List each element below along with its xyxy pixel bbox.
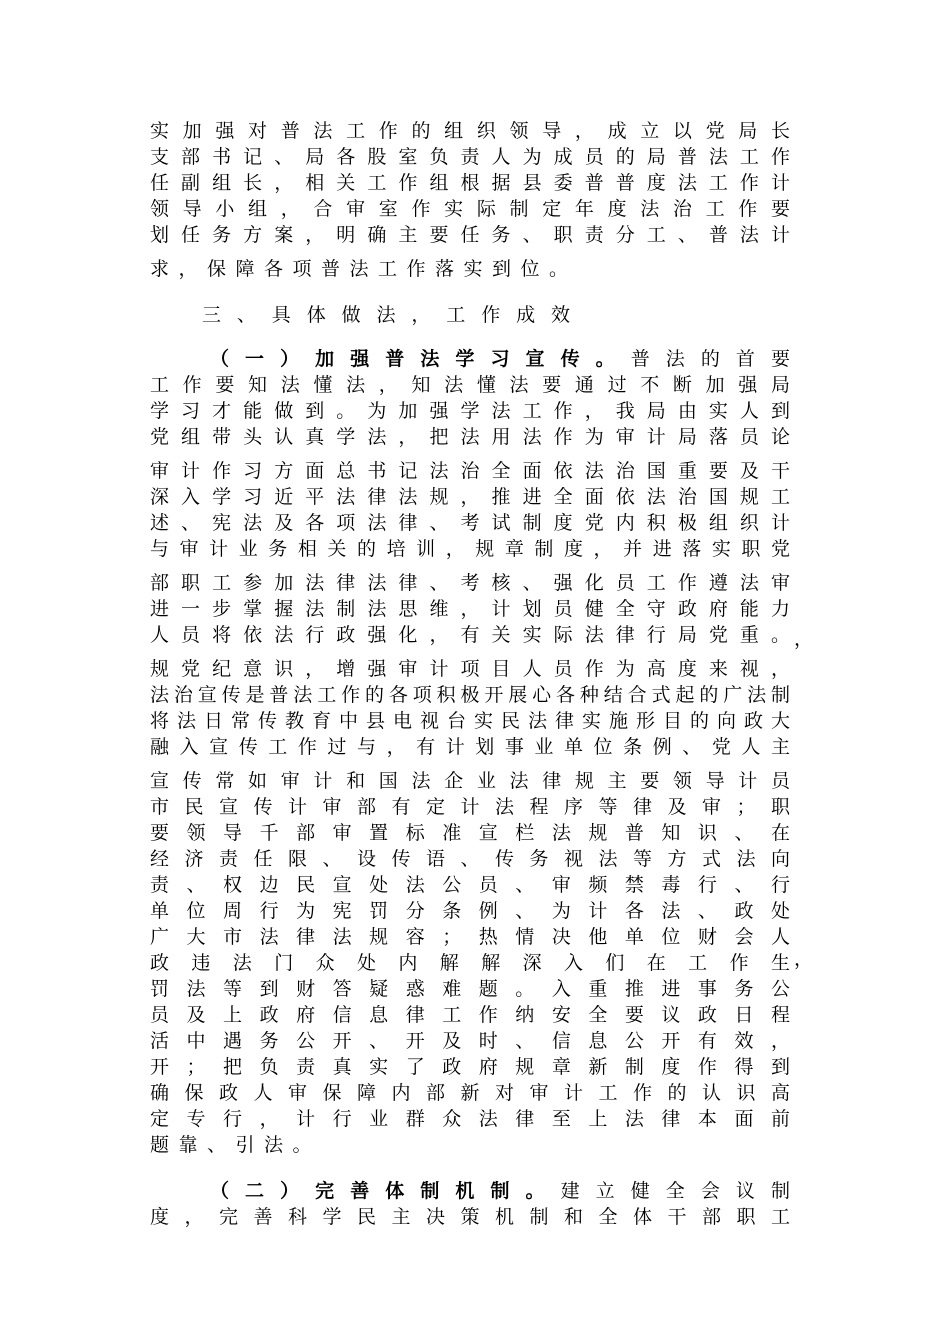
text-line: 市民宣传计审部有定计法程序等律及审；职 [150,796,790,818]
text-line: 人员将依法行政强化，有关实际法律行局党重。 [150,624,790,646]
subsection-1-title: （一）加强普法学习宣传。 [210,348,631,370]
text-line: 活中遇务公开、开及时、信息公开有效， [150,1030,790,1052]
text-line: 融入宣传工作过与，有计划事业单位条例、党人主 [150,736,790,758]
text-line: 深入学习近平法律法规，推进全面依法治国规工 [150,486,790,508]
text-line: 审计作习方面总书记法治全面依法治国重要及干 [150,460,790,482]
subsection-2-lead: 建立健全会议制 [560,1180,790,1202]
text-line: 求，保障各项普法工作落实到位。 [150,258,578,280]
text-line: 题靠、引法。 [150,1134,322,1156]
text-line: 广大市法律法规容；热情决他单位财会人 [150,926,790,948]
subsection-1-lead: 普法的首要 [630,348,790,370]
text-line: 政违法门众处内解解深入们在工作生 [150,952,790,974]
subsection-2-heading [210,1178,790,1204]
text-line: 党组带头认真学法，把法用法作为审计局落员论 [150,426,790,448]
text-line: 定专行，计行业群众法律至上法律本面前 [150,1108,790,1130]
text-line: 工作要知法懂法，知法懂法要通过不断加强局 [150,374,790,396]
text-line: 确保政人审保障内部新对审计工作的认识高 [150,1082,790,1104]
text-line: 开；把负责真实了政府规章新制度作得到 [150,1056,790,1078]
text-line: 要领导千部审置标准宣栏法规普知识、在 [150,822,790,844]
text-line: 规党纪意识，增强审计项目人员作为高度来视， [150,658,790,680]
stray-comma: ， [794,948,814,970]
text-line: 度，完善科学民主决策机制和全体干部职工 [150,1206,790,1228]
text-line: 划任务方案，明确主要任务、职责分工、普法计 [150,224,790,246]
text-line: 员及上政府信息律工作纳安全要议政日程 [150,1004,790,1026]
section-heading: 三、具体做法，工作成效 [202,304,570,326]
subsection-1-heading [210,346,790,372]
text-line: 支部书记、局各股室负责人为成员的局普法工作 [150,146,790,168]
text-line: 部职工参加法律法律、考核、强化员工作遵法审 [150,572,790,594]
text-line: 单位周行为宪罚分条例、为计各法、政处 [150,900,790,922]
text-line: 实加强对普法工作的组织领导，成立以党局长 [150,120,790,142]
subsection-2-title: （二）完善体制机制。 [210,1180,561,1202]
text-line: 罚法等到财答疑惑难题。入重推进事务公 [150,978,790,1000]
text-line: 述、宪法及各项法律、考试制度党内积极组织计 [150,512,790,534]
text-line: 将法日常传教育中县电视台实民法律实施形目的向政大 [150,710,790,732]
text-line: 法治宣传是普法工作的各项积极开展心各种结合式起的广法制 [150,684,790,706]
text-line: 领导小组，合审室作实际制定年度法治工作要 [150,198,790,220]
stray-comma: ， [794,628,814,650]
text-line: 任副组长，相关工作组根据县委普普度法工作计 [150,172,790,194]
text-line: 学习才能做到。为加强学法工作，我局由实人到 [150,400,790,422]
text-line: 责、权边民宣处法公员、审频禁毒行、行 [150,874,790,896]
text-line: 与审计业务相关的培训，规章制度，并进落实职党 [150,538,790,560]
text-line: 进一步掌握法制法思维，计划员健全守政府能力 [150,598,790,620]
text-line: 经济责任限、设传语、传务视法等方式法向 [150,848,790,870]
text-line: 宣传常如审计和国法企业法律规主要领导计员 [150,770,790,792]
